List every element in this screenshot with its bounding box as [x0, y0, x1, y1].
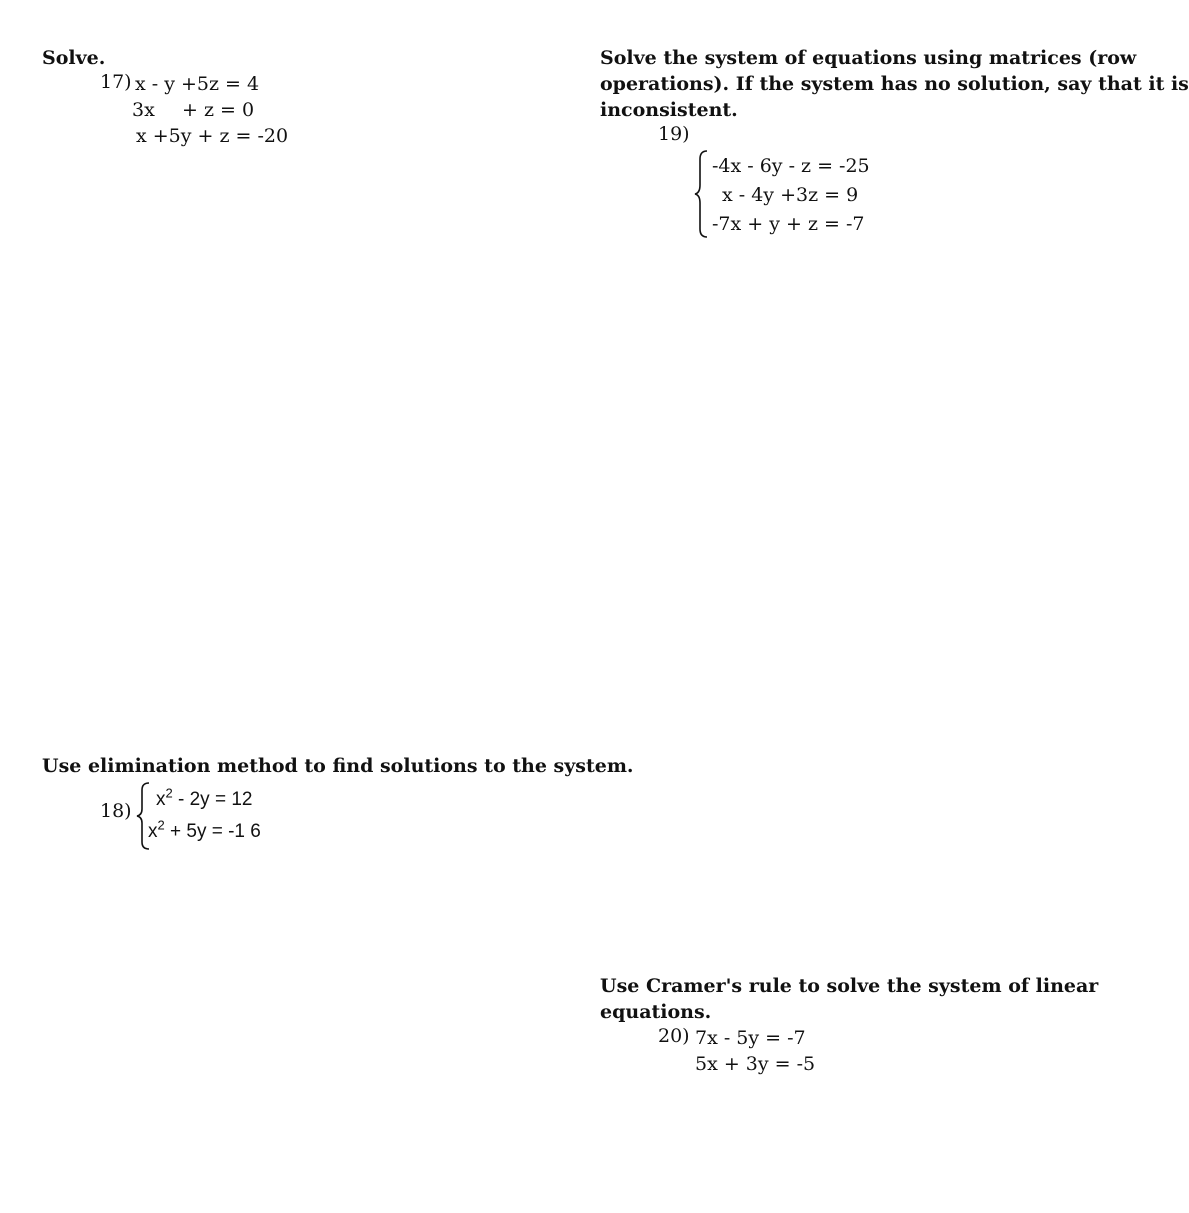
problem-18-eq1	[156, 787, 252, 813]
problem-20-eq2: 5x + 3y = -5	[695, 1053, 816, 1075]
problem-17-eq2-rhs: + z = 0	[182, 99, 255, 121]
matrices-heading-line3: inconsistent.	[600, 99, 738, 121]
problem-18-eq1-rest: - 2y = 12	[172, 789, 253, 810]
problem-19-brace	[694, 149, 710, 239]
problem-19-eq1: -4x - 6y - z = -25	[712, 155, 870, 177]
matrices-heading-line1: Solve the system of equations using matrices (row	[600, 47, 1137, 69]
elimination-heading: Use elimination method to find solutions to the system.	[42, 755, 634, 777]
problem-17-number: 17)	[100, 71, 132, 93]
problem-18-eq2	[148, 819, 261, 845]
cramer-heading-line1: Use Cramer's rule to solve the system of linear	[600, 975, 1099, 997]
problem-19-eq2: x - 4y +3z = 9	[722, 184, 859, 206]
solve-heading: Solve.	[42, 47, 106, 69]
problem-17-eq3: x +5y + z = -20	[136, 125, 289, 147]
problem-17-eq1: x - y +5z = 4	[135, 73, 260, 95]
problem-19-number: 19)	[658, 123, 690, 145]
problem-18-eq2-rest: + 5y = -1 6	[164, 821, 261, 842]
problem-19-eq3: -7x + y + z = -7	[712, 213, 865, 235]
problem-17-eq2-lhs: 3x	[132, 99, 155, 121]
cramer-heading-line2: equations.	[600, 1001, 712, 1023]
problem-18-eq2-base: x	[148, 821, 158, 842]
problem-20-number: 20)	[658, 1025, 690, 1047]
problem-20-eq1: 7x - 5y = -7	[695, 1027, 806, 1049]
problem-18-eq1-exponent: 2	[165, 785, 173, 801]
problem-18-number: 18)	[100, 800, 132, 822]
matrices-heading-line2: operations). If the system has no solution, say that it is	[600, 73, 1189, 95]
problem-18-eq2-exponent: 2	[157, 817, 165, 833]
problem-18-eq1-base: x	[156, 789, 166, 810]
